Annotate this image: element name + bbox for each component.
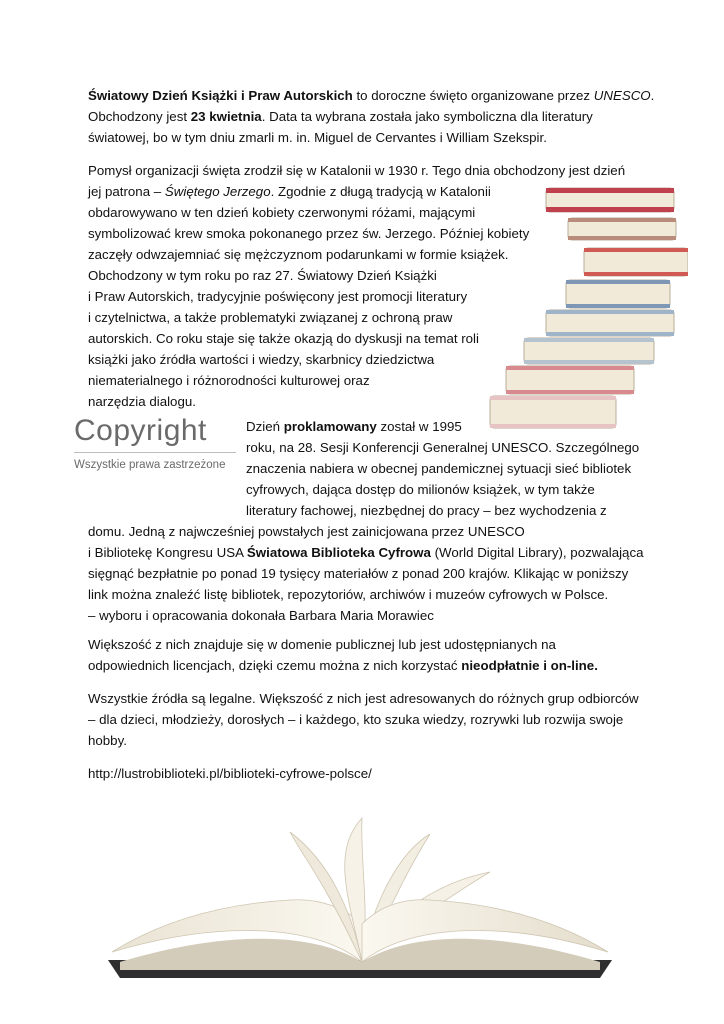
bold-title: Światowy Dzień Książki i Praw Autorskich [88, 88, 353, 103]
copyright-divider [74, 452, 236, 453]
book-7 [506, 366, 634, 394]
book-5 [546, 310, 674, 336]
paragraph-sources: Wszystkie źródła są legalne. Większość z nich jest adresowanych do różnych grup odbiorców – dla dzieci, młodzieży, dorosłych – i każdego, kto szuka wiedzy, rozrywki lub rozwija swoje hobby. [88, 691, 639, 748]
paragraph-proclamation-top: Dzień proklamowany został w 1995 roku, na 28. Sesji Konferencji Generalnej UNESCO. Szczególnego znaczenia nabiera w obecnej pandemicznej sytuacji sieć bibliotek cyfrowych, dająca dostęp do milionów książek, w tym także literatury fachowej, niezbędnej do pracy – bez wychodzenia z [246, 419, 640, 518]
book-2 [568, 218, 676, 240]
book-3 [584, 248, 688, 276]
paragraph-proclamation-bottom: domu. Jedną z najwcześniej powstałych jest zainicjowana przez UNESCO i Bibliotekę Kongresu USA Światowa Biblioteka Cyfrowa (World Digital Library), pozwalająca sięgnąć bezpłatnie po ponad 19 tysięcy materiałów z ponad 200 krajów. Klikając w poniższy link można znaleźć listę bibliotek, repozytoriów, archiwów i muzeów cyfrowych w Polsce. – wyboru i opracowania dokonała Barbara Maria Morawiec [88, 524, 644, 623]
source-link[interactable]: http://lustrobiblioteki.pl/biblioteki-cyfrowe-polsce/ [88, 766, 372, 781]
book-4 [566, 280, 670, 308]
book-6 [524, 338, 654, 364]
paragraph-intro: Światowy Dzień Książki i Praw Autorskich to doroczne święto organizowane przez UNESCO. Obchodzony jest 23 kwietnia. Data ta wybrana została jako symboliczna dla literatury światowej, bo w tym dniu zmarli m. in. Miguel de Cervantes i William Szekspir. [88, 88, 655, 145]
open-book-image [100, 812, 620, 997]
paragraph-licensing: Większość z nich znajduje się w domenie publicznej lub jest udostępnianych na odpowiednich licencjach, dzięki czemu można z nich korzystać nieodpłatnie i on-line. [88, 637, 598, 673]
book-1 [546, 188, 674, 212]
paragraph-history: Pomysł organizacji święta zrodził się w Katalonii w 1930 r. Tego dnia obchodzony jest dzień jej patrona – Świętego Jerzego. Zgodnie z długą tradycją w Katalonii obdarowywano w ten dzień kobiety czerwonymi różami, mającymi symbolizować krew smoka pokonanego przez św. Jerzego. Później kobiety zaczęły odwzajemniać się mężczyznom podarunkami w formie książek. Obchodzony w tym roku po raz 27. Światowy Dzień Książki i Praw Autorskich, tradycyjnie poświęcony jest promocji literatury i czytelnictwa, a także problematyki związanej z ochroną praw autorskich. Co roku staje się także okazją do dyskusji na temat roli książki jako źródła wartości i wiedzy, skarbnicy dziedzictwa niematerialnego i różnorodności kulturowej oraz narzędzia dialogu. [88, 163, 626, 409]
copyright-subtitle: Wszystkie prawa zastrzeżone [74, 459, 226, 471]
book-stack-image [488, 182, 688, 432]
copyright-heading: Copyright [74, 414, 207, 447]
